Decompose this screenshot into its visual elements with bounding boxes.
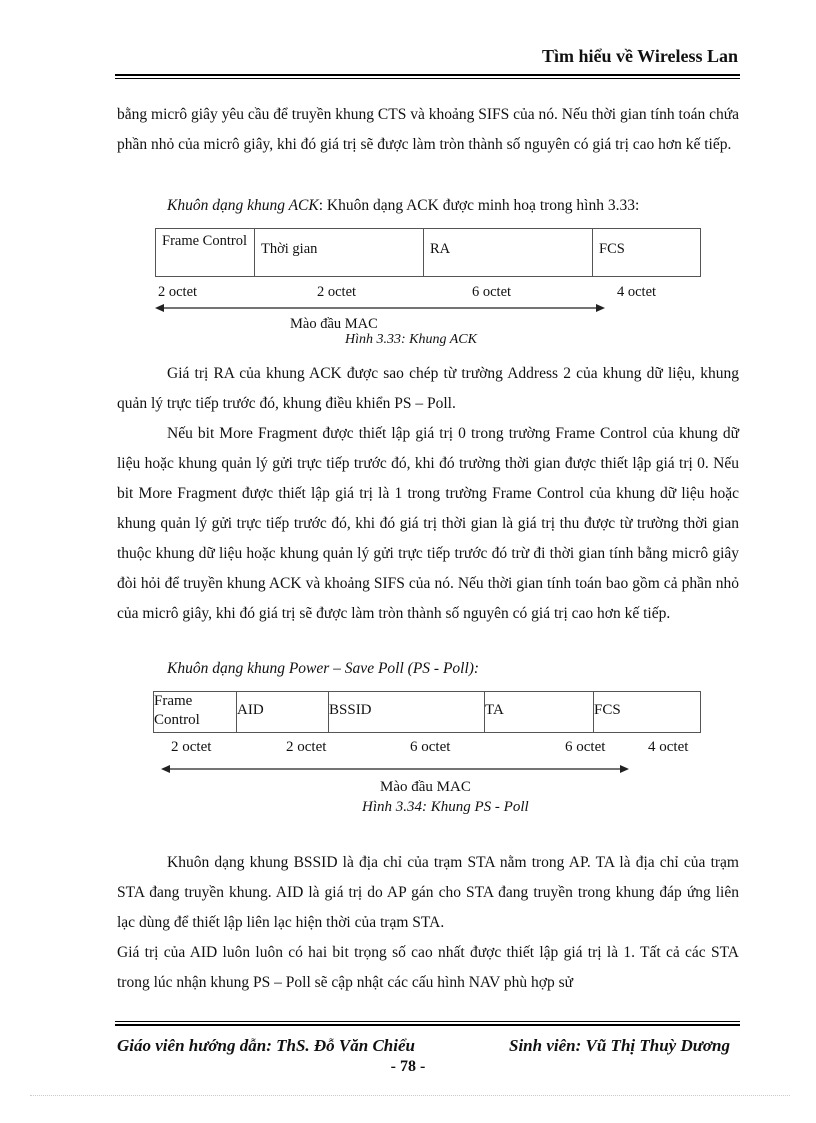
paragraph: Nếu bit More Fragment được thiết lập giá trị 0 trong trường Frame Control của khung dữ liệu hoặc khung quản lý gửi trực tiếp trước đó, khi đó trường thời gian được thiết lập giá trị 0. Nếu bit More Fragment được thiết lập giá trị là 1 trong trường Frame Control của khung dữ liệu hoặc khung quản lý gửi trực tiếp trước đó, khi đó giá trị thời gian là giá trị thu được từ trường thời gian thuộc khung dữ liệu hoặc khung quản lý gửi trực tiếp trước đó trừ đi thời gian tính bằng micrô giây đòi hỏi để truyền khung ACK và khoảng SIFS của nó. Nếu thời gian tính toán bao gồm cả phần nhỏ của micrô giây, khi đó giá trị sẽ được làm tròn thành số nguyên có giá trị cao hơn kế tiếp.	[117, 425, 739, 622]
paragraph: Khuôn dạng khung BSSID là địa chỉ của trạm STA nằm trong AP. TA là địa chỉ của trạm STA đang truyền khung. AID là giá trị do AP gán cho STA đang truyền trong khung đáp ứng liên lạc dùng để thiết lập liên lạc hiện thời của trạm STA.	[117, 854, 739, 931]
header-rule	[115, 74, 740, 76]
footer-rule	[115, 1024, 740, 1026]
page-number: - 78 -	[390, 1058, 426, 1075]
mac-header-label: Mào đầu MAC	[290, 316, 378, 332]
frame-field: RA	[424, 229, 593, 277]
mac-header-arrow	[155, 302, 605, 314]
paragraph: Giá trị RA của khung ACK được sao chép từ trường Address 2 của khung dữ liệu, khung quản lý trực tiếp trước đó, khung điều khiển PS – Poll.	[117, 365, 739, 412]
footer-student: Sinh viên: Vũ Thị Thuỳ Dương	[509, 1036, 730, 1055]
ack-format-label: Khuôn dạng khung ACK	[167, 197, 319, 214]
page-header-title: Tìm hiểu về Wireless Lan	[541, 46, 738, 66]
ack-frame-diagram	[155, 228, 701, 277]
ps-poll-format-label: Khuôn dạng khung Power – Save Poll (PS - Poll):	[167, 660, 480, 677]
field-size: 4 octet	[617, 284, 657, 300]
field-size: 4 octet	[648, 739, 689, 755]
figure-caption: Hình 3.33: Khung ACK	[345, 332, 477, 347]
frame-field: Thời gian	[255, 229, 424, 277]
ack-format-intro	[117, 191, 739, 221]
frame-field: BSSID	[329, 692, 485, 733]
frame-field: FCS	[594, 692, 701, 733]
frame-field: FCS	[593, 229, 701, 277]
frame-field: Frame Control	[156, 229, 255, 277]
field-size: 2 octet	[317, 284, 357, 300]
paragraph: Giá trị của AID luôn luôn có hai bit trọng số cao nhất được thiết lập giá trị là 1. Tất cả các STA trong lúc nhận khung PS – Poll sẽ cập nhật các cấu hình NAV phù hợp sử	[117, 944, 739, 991]
footer-advisor: Giáo viên hướng dẫn: ThS. Đỗ Văn Chiểu	[117, 1036, 415, 1055]
mac-header-arrow	[161, 763, 629, 775]
paragraph: bằng micrô giây yêu cầu để truyền khung CTS và khoảng SIFS của nó. Nếu thời gian tính toán chứa phần nhỏ của micrô giây, khi đó giá trị sẽ được làm tròn thành số nguyên có giá trị cao hơn kế tiếp.	[117, 106, 739, 153]
figure-caption: Hình 3.34: Khung PS - Poll	[362, 799, 529, 815]
field-size: 6 octet	[410, 739, 451, 755]
field-size: 2 octet	[286, 739, 327, 755]
page-bottom-divider	[30, 1095, 790, 1096]
field-size: 2 octet	[158, 284, 198, 300]
ack-format-text: : Khuôn dạng ACK được minh hoạ trong hình 3.33:	[318, 197, 640, 214]
footer-rule-thin	[115, 1021, 740, 1022]
mac-header-label: Mào đầu MAC	[380, 779, 471, 795]
field-size: 2 octet	[171, 739, 212, 755]
ps-poll-frame-diagram	[153, 691, 701, 733]
header-rule-thin	[115, 78, 740, 79]
frame-field: TA	[485, 692, 594, 733]
frame-field: Frame Control	[154, 692, 237, 733]
field-size: 6 octet	[472, 284, 512, 300]
frame-field: AID	[237, 692, 329, 733]
field-size: 6 octet	[565, 739, 606, 755]
